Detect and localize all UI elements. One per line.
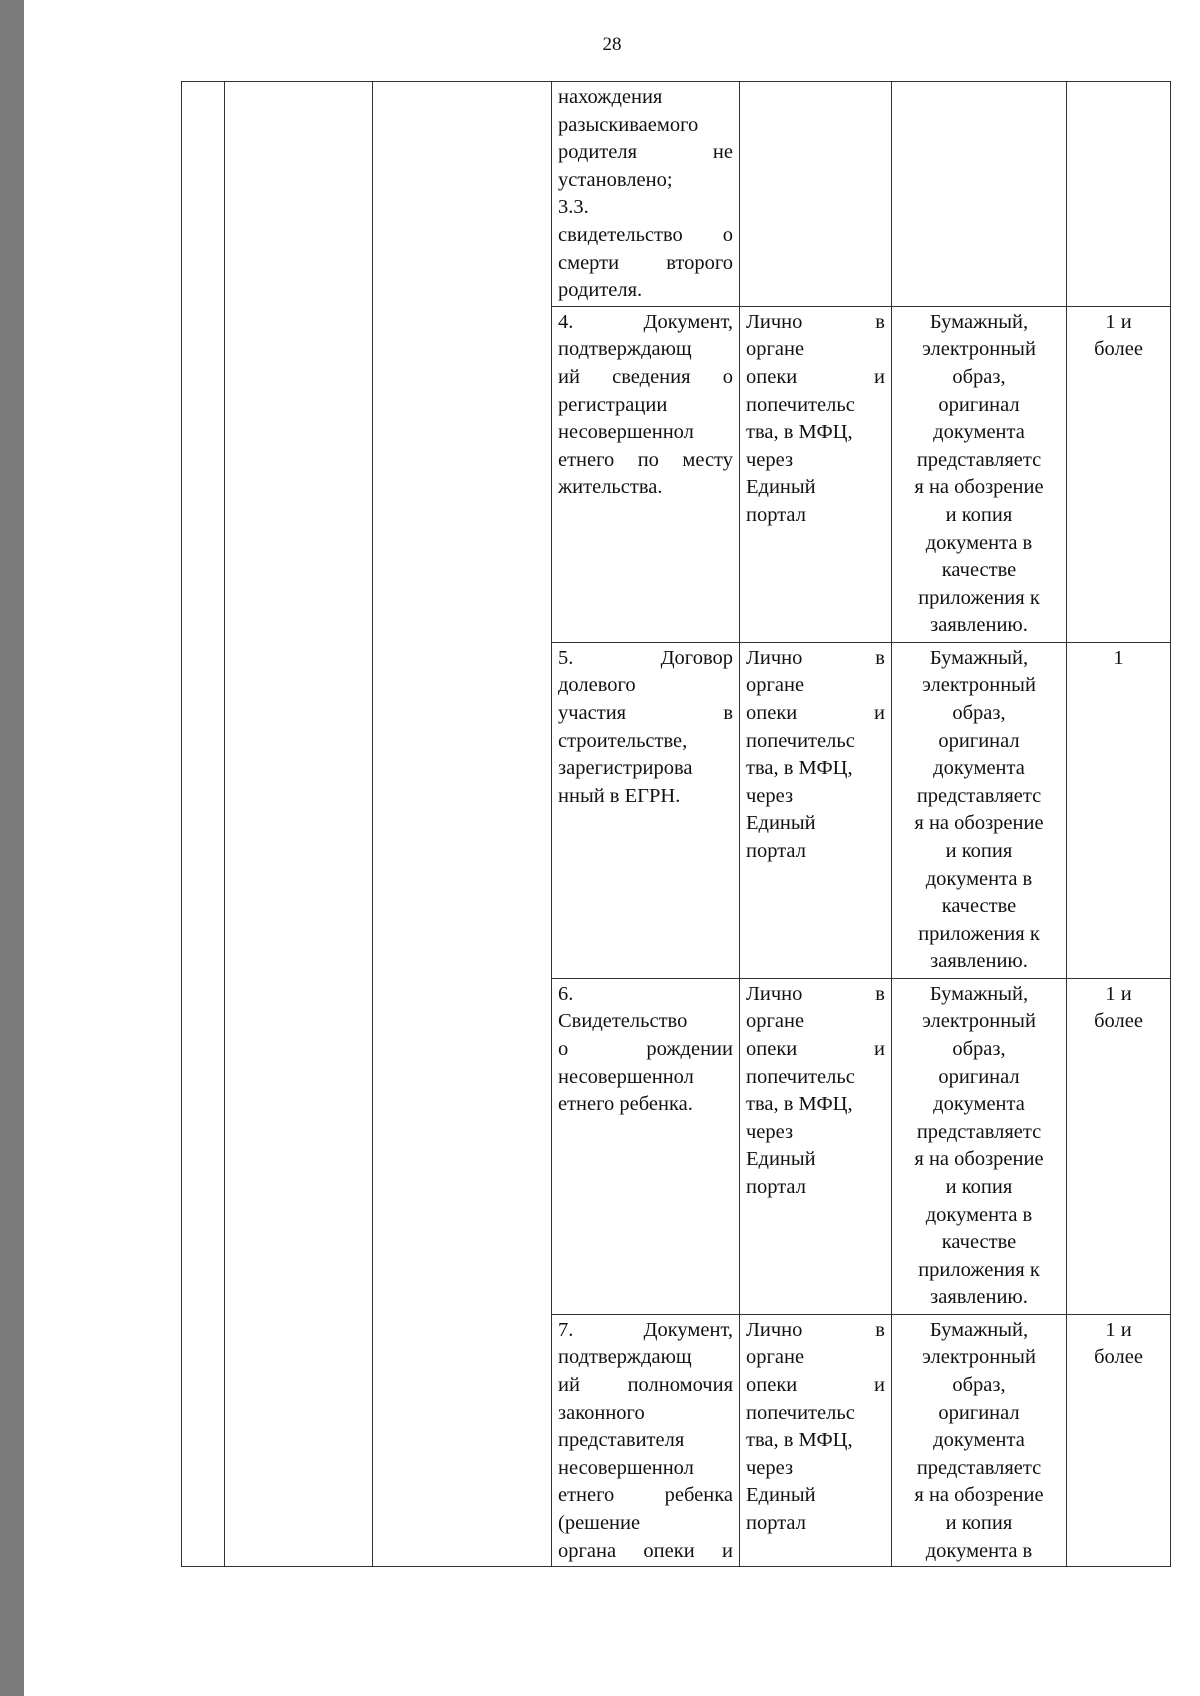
submission-method-cell [740,1314,892,1566]
cell-text-line: представителя [558,1429,685,1452]
cell-text-line: долевого [558,674,636,697]
cell-text-line: регистрации [558,393,668,416]
cell-text-line: участия в [558,701,733,724]
cell-text-line: строительстве, [558,729,688,752]
cell-text-line: етнего ребенка. [558,1093,693,1116]
cell-text-line: подтверждающ [558,1346,692,1369]
cell-text-line: Лично в [746,646,885,669]
document-form-cell [892,1314,1067,1566]
cell-text-line: документа [933,421,1025,444]
cell-text-line: электронный [922,1346,1036,1369]
cell-text-line: через [746,784,794,807]
cell-text-line: нный в ЕГРН. [558,784,681,807]
cell-text-line: оригинал [938,1401,1020,1424]
cell-text-line: Бумажный, [929,1318,1029,1341]
cell-text-line: документа [933,1429,1025,1452]
cell-text-line: заявлению. [930,1286,1028,1309]
cell-text-line: 5. Договор [558,646,733,669]
cell-text-line: тва, в МФЦ, [746,421,853,444]
cell-text-line: портал [746,1511,806,1534]
cell-text-line: тва, в МФЦ, [746,1093,853,1116]
cell-text-line: 3.3. [558,196,589,219]
cell-text-line: 1 и [1105,982,1132,1005]
cell-text-line: опеки и [746,1373,885,1396]
cell-text-line: Единый [746,476,816,499]
cell-text-line: подтверждающ [558,338,692,361]
cell-text-line: 1 и [1105,310,1132,333]
cell-text-line: Лично в [746,982,885,1005]
cell-text-line: и копия [945,839,1013,862]
cell-text-line: образ, [952,1373,1006,1396]
quantity-cell [1067,978,1171,1314]
document-form-cell [892,978,1067,1314]
empty-cell-col2 [225,82,373,1567]
cell-text-line: Единый [746,812,816,835]
cell-text-line: и копия [945,1511,1013,1534]
cell-text-line: несовершеннол [558,1065,694,1088]
cell-text-line: представляетс [916,1456,1042,1479]
cell-text-line: Единый [746,1484,816,1507]
cell-text-line: более [1094,1346,1143,1369]
cell-text-line: портал [746,839,806,862]
cell-text-line: етнего по месту [558,448,733,471]
cell-text-line: и копия [945,503,1013,526]
cell-text-line: я на обозрение [914,812,1044,835]
cell-text-line: органе [746,1010,805,1033]
document-name-cell [552,642,740,978]
cell-text-line: органе [746,674,805,697]
cell-text-line: жительства. [558,476,663,499]
cell-text-line: приложения к [918,1258,1040,1281]
cell-text-line: через [746,1120,794,1143]
empty-cell-col1 [182,82,225,1567]
cell-text-line: 1 и [1105,1318,1132,1341]
cell-text-line: Единый [746,1148,816,1171]
page-number: 28 [602,34,622,55]
table-row [182,82,1171,307]
cell-text-line: тва, в МФЦ, [746,1429,853,1452]
document-name-cell [552,978,740,1314]
cell-text-line: документа в [925,867,1033,890]
cell-text-line: оригинал [938,729,1020,752]
cell-text-line: ий полномочия [558,1373,733,1396]
cell-text-line: Лично в [746,310,885,333]
cell-text-line: более [1094,338,1143,361]
cell-text-line: органе [746,338,805,361]
cell-text-line: образ, [952,1037,1006,1060]
submission-method-cell [740,306,892,642]
empty-cell-col3 [373,82,552,1567]
cell-text-line: я на обозрение [914,1148,1044,1171]
document-form-cell [892,306,1067,642]
cell-text-line: качестве [941,895,1017,918]
cell-text-line: документа [933,1093,1025,1116]
cell-text-line: тва, в МФЦ, [746,757,853,780]
cell-text-line: етнего ребенка [558,1484,733,1507]
cell-text-line: я на обозрение [914,1484,1044,1507]
cell-text-line: документа в [925,1203,1033,1226]
cell-text-line: оригинал [938,1065,1020,1088]
cell-text-line: образ, [952,365,1006,388]
cell-text-line: несовершеннол [558,1456,694,1479]
cell-text-line: Бумажный, [929,646,1029,669]
cell-text-line: ий сведения о [558,365,733,388]
cell-text-line: о рождении [558,1037,733,1060]
cell-text-line: смерти второго [558,251,733,274]
cell-text-line: представляетс [916,1120,1042,1143]
document-form-cell [892,82,1067,307]
cell-text-line: опеки и [746,365,885,388]
submission-method-cell [740,642,892,978]
cell-text-line: Бумажный, [929,982,1029,1005]
cell-text-line: представляетс [916,784,1042,807]
cell-text-line: родителя. [558,279,643,302]
cell-text-line: опеки и [746,1037,885,1060]
cell-text-line: документа в [925,1539,1033,1562]
cell-text-line: 1 [1113,646,1124,669]
cell-text-line: представляетс [916,448,1042,471]
cell-text-line: несовершеннол [558,421,694,444]
cell-text-line: органа опеки и [558,1539,733,1562]
cell-text-line: зарегистрирова [558,757,693,780]
cell-text-line: электронный [922,338,1036,361]
quantity-cell [1067,642,1171,978]
cell-text-line: через [746,448,794,471]
quantity-cell [1067,82,1171,307]
document-form-cell [892,642,1067,978]
documents-table [181,81,1171,1567]
submission-method-cell [740,82,892,307]
cell-text-line: я на обозрение [914,476,1044,499]
document-page [24,0,1200,1696]
document-name-cell [552,82,740,307]
cell-text-line: портал [746,1175,806,1198]
cell-text-line: оригинал [938,393,1020,416]
cell-text-line: приложения к [918,586,1040,609]
document-name-cell [552,306,740,642]
cell-text-line: 7. Документ, [558,1318,733,1341]
cell-text-line: (решение [558,1511,641,1534]
cell-text-line: более [1094,1010,1143,1033]
cell-text-line: Бумажный, [929,310,1029,333]
cell-text-line: установлено; [558,168,673,191]
cell-text-line: родителя не [558,141,733,164]
cell-text-line: документа [933,757,1025,780]
cell-text-line: опеки и [746,701,885,724]
cell-text-line: нахождения [558,86,663,108]
cell-text-line: электронный [922,674,1036,697]
cell-text-line: органе [746,1346,805,1369]
cell-text-line: заявлению. [930,950,1028,973]
cell-text-line: портал [746,503,806,526]
cell-text-line: Свидетельство [558,1010,688,1033]
submission-method-cell [740,978,892,1314]
quantity-cell [1067,1314,1171,1566]
cell-text-line: попечительс [746,729,855,752]
cell-text-line: качестве [941,1231,1017,1254]
cell-text-line: образ, [952,701,1006,724]
cell-text-line: через [746,1456,794,1479]
cell-text-line: разыскиваемого [558,113,699,136]
cell-text-line: законного [558,1401,645,1424]
quantity-cell [1067,306,1171,642]
cell-text-line: попечительс [746,393,855,416]
cell-text-line: электронный [922,1010,1036,1033]
cell-text-line: качестве [941,559,1017,582]
cell-text-line: и копия [945,1175,1013,1198]
cell-text-line: Лично в [746,1318,885,1341]
cell-text-line: попечительс [746,1065,855,1088]
cell-text-line: заявлению. [930,614,1028,637]
document-name-cell [552,1314,740,1566]
cell-text-line: 4. Документ, [558,310,733,333]
cell-text-line: свидетельство о [558,223,733,246]
cell-text-line: документа в [925,531,1033,554]
cell-text-line: 6. [558,982,574,1005]
cell-text-line: приложения к [918,922,1040,945]
cell-text-line: попечительс [746,1401,855,1424]
